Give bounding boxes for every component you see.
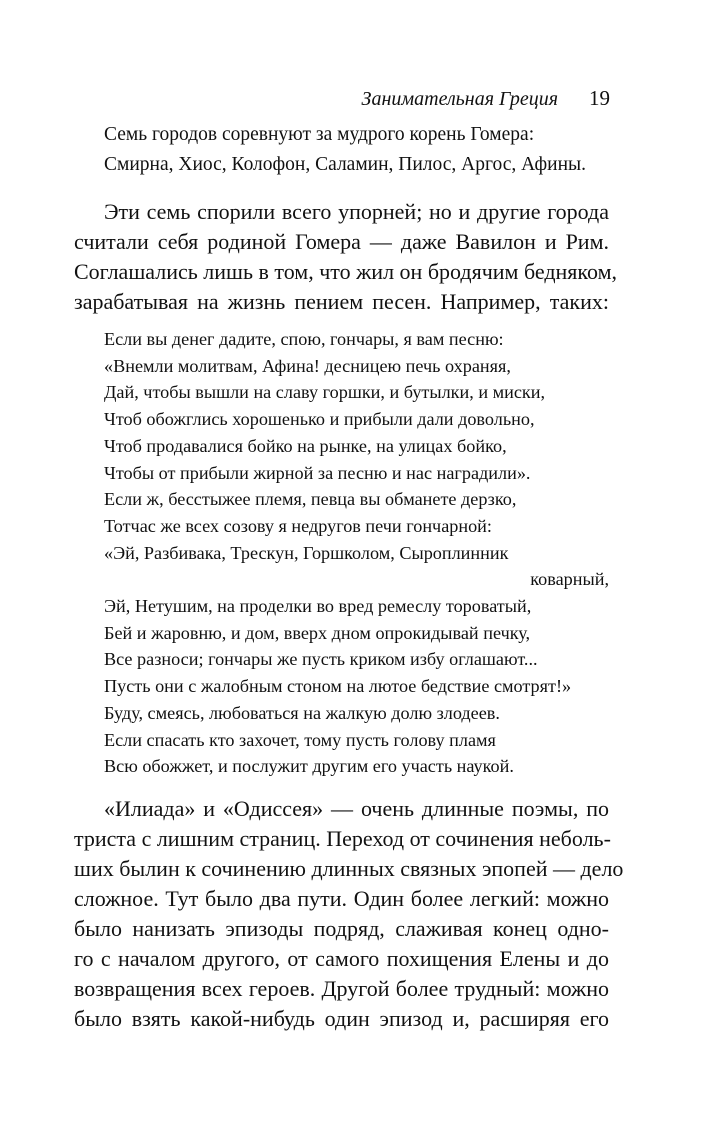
poem: [104, 326, 609, 780]
text-line: ших былин к сочинению длинных связных эпопей — дело: [74, 856, 624, 881]
text-line: Соглашались лишь в том, что жил он бродячим бедняком,: [74, 259, 617, 284]
poem-line: Дай, чтобы вышли на славу горшки, и бутылки, и миски,: [104, 382, 546, 403]
epigraph-verse: [104, 120, 586, 180]
poem-line: Пусть они с жалобным стоном на лютое бедствие смотрят!»: [104, 676, 572, 697]
text-line: го с началом другого, от самого похищения Елены и до: [74, 946, 609, 971]
text-line: зарабатывая на жизнь пением песен. Например, таких:: [74, 289, 609, 314]
poem-line: Если спасать кто захочет, тому пусть голову пламя: [104, 729, 496, 750]
text-line: Эти семь спорили всего упорней; но и другие города: [104, 199, 609, 224]
text-line: возвращения всех героев. Другой более трудный: можно: [74, 976, 609, 1001]
poem-line: Эй, Нетушим, на проделки во вред ремеслу тороватый,: [104, 596, 532, 617]
running-title: Занимательная Греция: [361, 88, 558, 110]
epigraph-line: Семь городов соревнуют за мудрого корень Гомера:: [104, 124, 535, 145]
poem-line: Все разноси; гончары же пусть криком избу оглашают...: [104, 649, 538, 670]
poem-line: Бей и жаровню, и дом, вверх дном опрокидывай печку,: [104, 622, 531, 643]
text-line: было взять какой-нибудь один эпизод и, расширяя его: [74, 1006, 609, 1031]
text-line: сложное. Тут было два пути. Один более легкий: можно: [74, 886, 609, 911]
poem-line: Чтобы от прибыли жирной за песню и нас наградили».: [104, 462, 531, 483]
poem-line: Всю обожжет, и послужит другим его участь наукой.: [104, 756, 514, 777]
poem-line: Если вы денег дадите, спою, гончары, я вам песню:: [104, 329, 504, 349]
text-line: «Илиада» и «Одиссея» — очень длинные поэмы, по: [104, 796, 609, 821]
poem-line: «Внемли молитвам, Афина! десницею печь охраняя,: [104, 355, 511, 376]
epigraph-line: Смирна, Хиос, Колофон, Саламин, Пилос, Аргос, Афины.: [104, 154, 586, 175]
poem-line: Чтоб обожглись хорошенько и прибыли дали довольно,: [104, 409, 535, 430]
poem-line: Тотчас же всех созову я недругов печи гончарной:: [104, 515, 492, 536]
page-number: 19: [589, 86, 610, 110]
poem-line: Чтоб продавалися бойко на рынке, на улицах бойко,: [104, 435, 507, 456]
poem-line: «Эй, Разбивака, Трескун, Горшколом, Сыроплинник: [104, 542, 509, 563]
poem-line: Если ж, бесстыжее племя, певца вы обманете дерзко,: [104, 489, 517, 510]
text-line: было нанизать эпизоды подряд, слаживая конец одно-: [74, 916, 609, 941]
text-line: считали себя родиной Гомера — даже Вавилон и Рим.: [74, 229, 609, 254]
paragraph-1: [74, 197, 617, 317]
poem-line: Буду, смеясь, любоваться на жалкую долю злодеев.: [104, 702, 500, 723]
text-line: триста с лишним страниц. Переход от сочинения неболь-: [74, 826, 611, 851]
running-header: [362, 86, 610, 111]
paragraph-2: [74, 794, 624, 1034]
poem-line-continuation: коварный,: [530, 569, 609, 590]
